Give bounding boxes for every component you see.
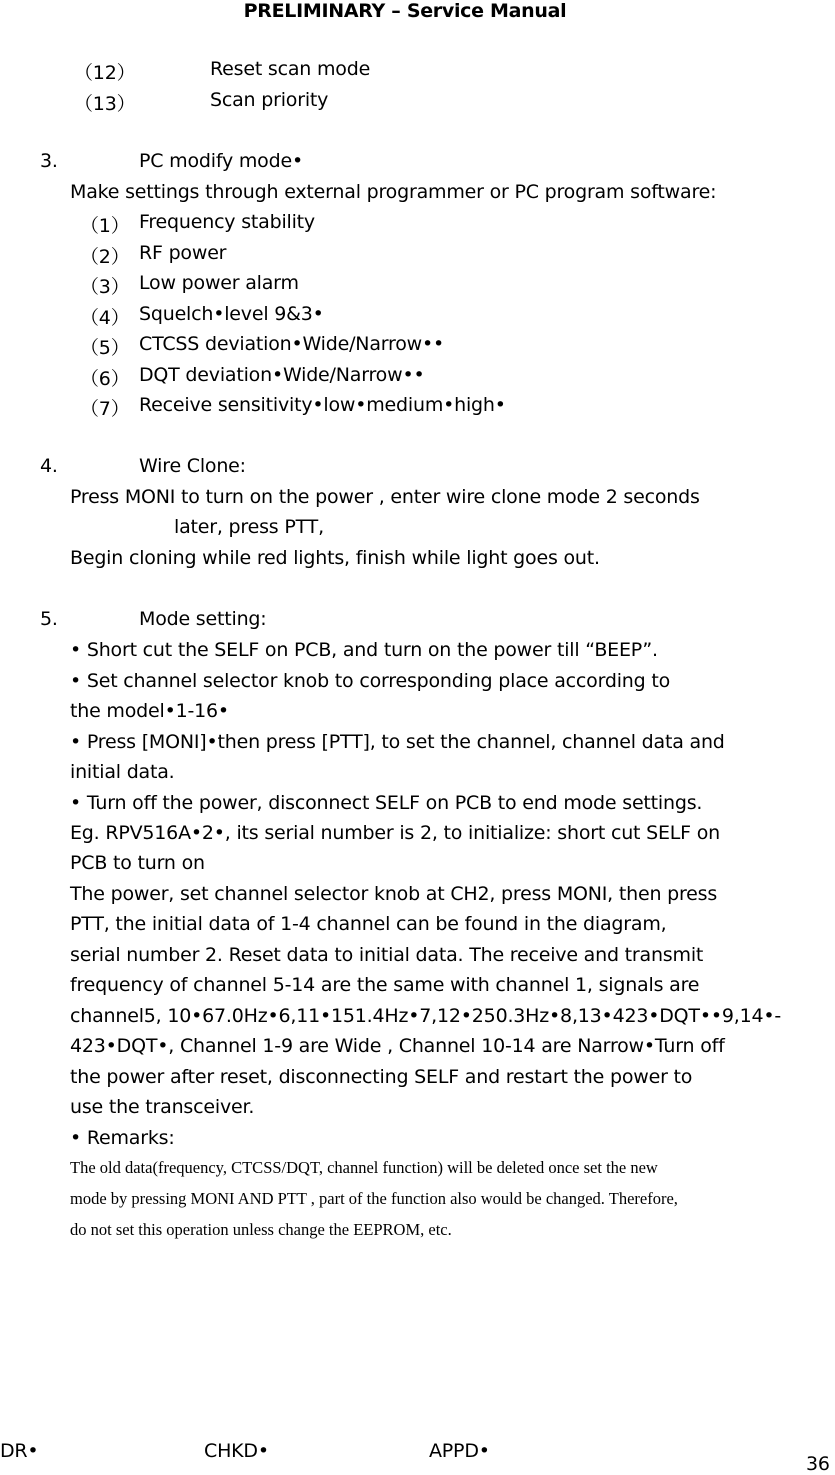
- list-item-text: Receive sensitivity•low•medium•high•: [139, 394, 506, 416]
- list-item-text: CTCSS deviation•Wide/Narrow••: [139, 333, 445, 355]
- paragraph-line: the model•1-16•: [70, 700, 229, 722]
- paragraph-line: The power, set channel selector knob at CH2, press MONI, then press: [70, 883, 718, 905]
- page-header: PRELIMINARY – Service Manual: [243, 0, 567, 22]
- paragraph-line: PCB to turn on: [70, 852, 205, 874]
- paragraph-line: the power after reset, disconnecting SELF and restart the power to: [70, 1066, 693, 1088]
- list-item-number: （5）: [80, 337, 130, 359]
- list-item-text: RF power: [139, 242, 227, 264]
- list-item-number: （4）: [80, 307, 130, 329]
- paragraph-line: later, press PTT,: [174, 516, 324, 538]
- list-item-text: Reset scan mode: [210, 58, 371, 80]
- list-item-number: （7）: [80, 398, 130, 420]
- paragraph-line: • Remarks:: [70, 1127, 175, 1149]
- paragraph-line: channel5, 10•67.0Hz•6,11•151.4Hz•7,12•250.3Hz•8,13•423•DQT••9,14•-: [70, 1005, 782, 1027]
- paragraph-line: Begin cloning while red lights, finish while light goes out.: [70, 547, 600, 569]
- paragraph-line: • Short cut the SELF on PCB, and turn on the power till “BEEP”.: [70, 639, 658, 661]
- section-number: 5.: [40, 608, 58, 630]
- list-item-text: Low power alarm: [139, 272, 299, 294]
- section-number: 3.: [40, 150, 58, 172]
- list-item-text: Scan priority: [210, 89, 329, 111]
- paragraph-line: Press MONI to turn on the power , enter wire clone mode 2 seconds: [70, 486, 700, 508]
- paragraph-line: • Set channel selector knob to corresponding place according to: [70, 670, 671, 692]
- list-item-number: （3）: [80, 276, 130, 298]
- list-item-text: Frequency stability: [139, 211, 315, 233]
- section-title: Wire Clone:: [139, 455, 246, 477]
- page-number: 36: [806, 1453, 830, 1475]
- footer-chkd: CHKD•: [204, 1440, 269, 1462]
- remarks-line: The old data(frequency, CTCSS/DQT, channel function) will be deleted once set the new: [70, 1158, 658, 1177]
- list-item-number: （12）: [74, 62, 136, 84]
- list-item-number: （1）: [80, 215, 130, 237]
- paragraph-line: Eg. RPV516A•2•, its serial number is 2, to initialize: short cut SELF on: [70, 822, 721, 844]
- list-item-number: （13）: [74, 93, 136, 115]
- footer-dr: DR•: [0, 1440, 39, 1462]
- section-intro: Make settings through external programmer or PC program software:: [70, 181, 717, 203]
- paragraph-line: PTT, the initial data of 1-4 channel can be found in the diagram,: [70, 913, 667, 935]
- remarks-line: mode by pressing MONI AND PTT , part of the function also would be changed. Therefore,: [70, 1189, 678, 1208]
- section-number: 4.: [40, 455, 58, 477]
- paragraph-line: use the transceiver.: [70, 1096, 255, 1118]
- paragraph-line: initial data.: [70, 761, 175, 783]
- section-title: Mode setting:: [139, 608, 267, 630]
- paragraph-line: 423•DQT•, Channel 1-9 are Wide , Channel 10-14 are Narrow•Turn off: [70, 1035, 725, 1057]
- list-item-text: Squelch•level 9&3•: [139, 303, 324, 325]
- paragraph-line: frequency of channel 5-14 are the same with channel 1, signals are: [70, 974, 700, 996]
- paragraph-line: • Press [MONI]•then press [PTT], to set the channel, channel data and: [70, 731, 725, 753]
- section-title: PC modify mode•: [139, 150, 303, 172]
- list-item-number: （2）: [80, 246, 130, 268]
- remarks-line: do not set this operation unless change the EEPROM, etc.: [70, 1220, 452, 1239]
- list-item-number: （6）: [80, 368, 130, 390]
- paragraph-line: • Turn off the power, disconnect SELF on PCB to end mode settings.: [70, 792, 703, 814]
- list-item-text: DQT deviation•Wide/Narrow••: [139, 364, 425, 386]
- footer-appd: APPD•: [429, 1440, 490, 1462]
- paragraph-line: serial number 2. Reset data to initial data. The receive and transmit: [70, 944, 704, 966]
